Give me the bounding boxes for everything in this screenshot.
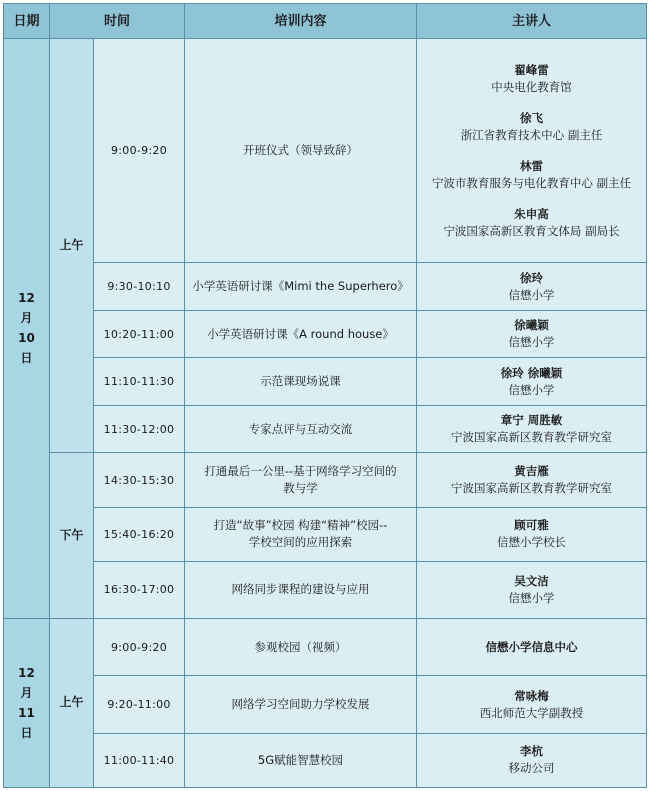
speaker-org: 西北师范大学副教授 bbox=[479, 705, 584, 720]
speaker-name: 顾可雅 bbox=[514, 518, 549, 533]
table-row bbox=[4, 453, 647, 508]
speaker-block bbox=[417, 317, 646, 351]
table-row bbox=[4, 39, 647, 263]
session-content bbox=[185, 676, 417, 733]
session-time: 11:30-12:00 bbox=[94, 405, 185, 453]
session-content bbox=[185, 263, 417, 311]
session-content bbox=[185, 618, 417, 675]
speaker-name: 黄吉雁 bbox=[514, 464, 549, 479]
speaker-block bbox=[417, 110, 646, 144]
table-row bbox=[4, 405, 647, 453]
session-content bbox=[185, 561, 417, 618]
date-cell bbox=[4, 39, 50, 619]
date-char: 12 bbox=[18, 665, 35, 680]
session-speaker bbox=[417, 676, 647, 733]
speaker-org: 信懋小学 bbox=[508, 382, 555, 397]
session-content bbox=[185, 733, 417, 787]
speaker-org: 信懋小学 bbox=[508, 335, 555, 349]
speaker-block bbox=[417, 688, 646, 722]
date-char: 12 bbox=[18, 291, 35, 306]
session-time: 11:10-11:30 bbox=[94, 358, 185, 406]
content-line: 网络学习空间助力学校发展 bbox=[231, 697, 370, 712]
table-row bbox=[4, 733, 647, 787]
session-speaker bbox=[417, 733, 647, 787]
content-line: 打造“故事”校园 构建“精神”校园-- bbox=[213, 518, 388, 533]
table-row bbox=[4, 676, 647, 733]
content-line: 5G赋能智慧校园 bbox=[257, 752, 344, 767]
schedule-body bbox=[4, 39, 647, 788]
date-cell bbox=[4, 618, 50, 787]
speaker-name: 信懋小学信息中心 bbox=[485, 639, 578, 654]
speaker-org: 信懋小学 bbox=[508, 287, 555, 302]
speaker-block bbox=[417, 206, 646, 240]
session-time: 16:30-17:00 bbox=[94, 561, 185, 618]
session-content bbox=[185, 453, 417, 508]
session-time: 14:30-15:30 bbox=[94, 453, 185, 508]
speaker-org: 信懋小学 bbox=[508, 590, 555, 605]
session-time: 10:20-11:00 bbox=[94, 310, 185, 358]
date-char: 月 bbox=[20, 311, 33, 326]
session-content bbox=[185, 39, 417, 263]
schedule-table bbox=[3, 3, 647, 788]
content-line: 小学英语研讨课《Mimi the Superhero》 bbox=[192, 279, 409, 293]
speaker-org: 宁波国家高新区教育教学研究室 bbox=[451, 481, 613, 496]
speaker-block bbox=[417, 639, 646, 656]
header-speaker: 主讲人 bbox=[417, 4, 647, 39]
session-content bbox=[185, 358, 417, 406]
session-content bbox=[185, 310, 417, 358]
session-time: 11:00-11:40 bbox=[94, 733, 185, 787]
period-cell: 上午 bbox=[50, 618, 94, 787]
content-line: 教与学 bbox=[283, 481, 318, 496]
table-row bbox=[4, 561, 647, 618]
speaker-org: 信懋小学校长 bbox=[497, 535, 567, 550]
speaker-block bbox=[417, 517, 646, 551]
date-char: 月 bbox=[20, 685, 33, 700]
date-char: 10 bbox=[18, 331, 35, 346]
header-row bbox=[4, 4, 647, 39]
speaker-name: 徐飞 bbox=[520, 110, 544, 125]
speaker-name: 翟峰雷 bbox=[514, 62, 549, 77]
speaker-name: 徐玲 bbox=[520, 270, 544, 285]
speaker-org: 浙江省教育技术中心 副主任 bbox=[460, 127, 603, 142]
session-time: 9:00-9:20 bbox=[94, 39, 185, 263]
session-time: 9:00-9:20 bbox=[94, 618, 185, 675]
speaker-block bbox=[417, 62, 646, 96]
table-row bbox=[4, 358, 647, 406]
session-speaker bbox=[417, 618, 647, 675]
content-line: 开班仪式（领导致辞） bbox=[243, 143, 359, 158]
content-line: 示范课现场说课 bbox=[260, 374, 341, 388]
speaker-name: 吴文洁 bbox=[514, 573, 549, 588]
speaker-name: 林雷 bbox=[520, 158, 544, 173]
speaker-org: 移动公司 bbox=[508, 761, 555, 776]
speaker-block bbox=[417, 743, 646, 777]
session-speaker bbox=[417, 310, 647, 358]
session-time: 9:20-11:00 bbox=[94, 676, 185, 733]
speaker-block bbox=[417, 463, 646, 497]
date-char: 日 bbox=[20, 351, 33, 366]
content-line: 专家点评与互动交流 bbox=[248, 421, 353, 436]
speaker-name: 徐玲 徐曦颖 bbox=[500, 365, 563, 380]
speaker-org: 宁波市教育服务与电化教育中心 副主任 bbox=[431, 175, 632, 190]
header-date: 日期 bbox=[4, 4, 50, 39]
table-row bbox=[4, 310, 647, 358]
session-content bbox=[185, 508, 417, 561]
speaker-name: 朱申高 bbox=[514, 206, 549, 221]
speaker-org: 宁波国家高新区教育教学研究室 bbox=[451, 430, 613, 444]
content-line: 参观校园（视频） bbox=[254, 639, 347, 654]
table-row bbox=[4, 263, 647, 311]
session-speaker bbox=[417, 39, 647, 263]
session-content bbox=[185, 405, 417, 453]
period-cell: 下午 bbox=[50, 453, 94, 619]
content-line: 打通最后一公里--基于网络学习空间的 bbox=[204, 464, 397, 479]
session-speaker bbox=[417, 453, 647, 508]
date-char: 日 bbox=[20, 725, 33, 740]
speaker-block bbox=[417, 365, 646, 399]
content-line: 网络同步课程的建设与应用 bbox=[231, 582, 370, 597]
session-speaker bbox=[417, 561, 647, 618]
session-speaker bbox=[417, 358, 647, 406]
speaker-block bbox=[417, 158, 646, 192]
date-char: 11 bbox=[18, 705, 35, 720]
session-speaker bbox=[417, 263, 647, 311]
session-speaker bbox=[417, 508, 647, 561]
period-cell: 上午 bbox=[50, 39, 94, 453]
speaker-name: 徐曦颖 bbox=[514, 318, 549, 332]
speaker-block bbox=[417, 412, 646, 446]
speaker-block bbox=[417, 270, 646, 304]
content-line: 小学英语研讨课《A round house》 bbox=[207, 326, 394, 341]
session-time: 15:40-16:20 bbox=[94, 508, 185, 561]
speaker-name: 李杭 bbox=[520, 744, 544, 759]
speaker-name: 章宁 周胜敏 bbox=[500, 413, 563, 427]
header-content: 培训内容 bbox=[185, 4, 417, 39]
speaker-org: 宁波国家高新区教育文体局 副局长 bbox=[443, 223, 620, 238]
table-row bbox=[4, 508, 647, 561]
speaker-org: 中央电化教育馆 bbox=[491, 79, 572, 94]
speaker-block bbox=[417, 573, 646, 607]
session-speaker bbox=[417, 405, 647, 453]
speaker-name: 常咏梅 bbox=[514, 688, 549, 703]
session-time: 9:30-10:10 bbox=[94, 263, 185, 311]
table-row bbox=[4, 618, 647, 675]
content-line: 学校空间的应用探索 bbox=[248, 535, 353, 550]
header-time: 时间 bbox=[50, 4, 185, 39]
